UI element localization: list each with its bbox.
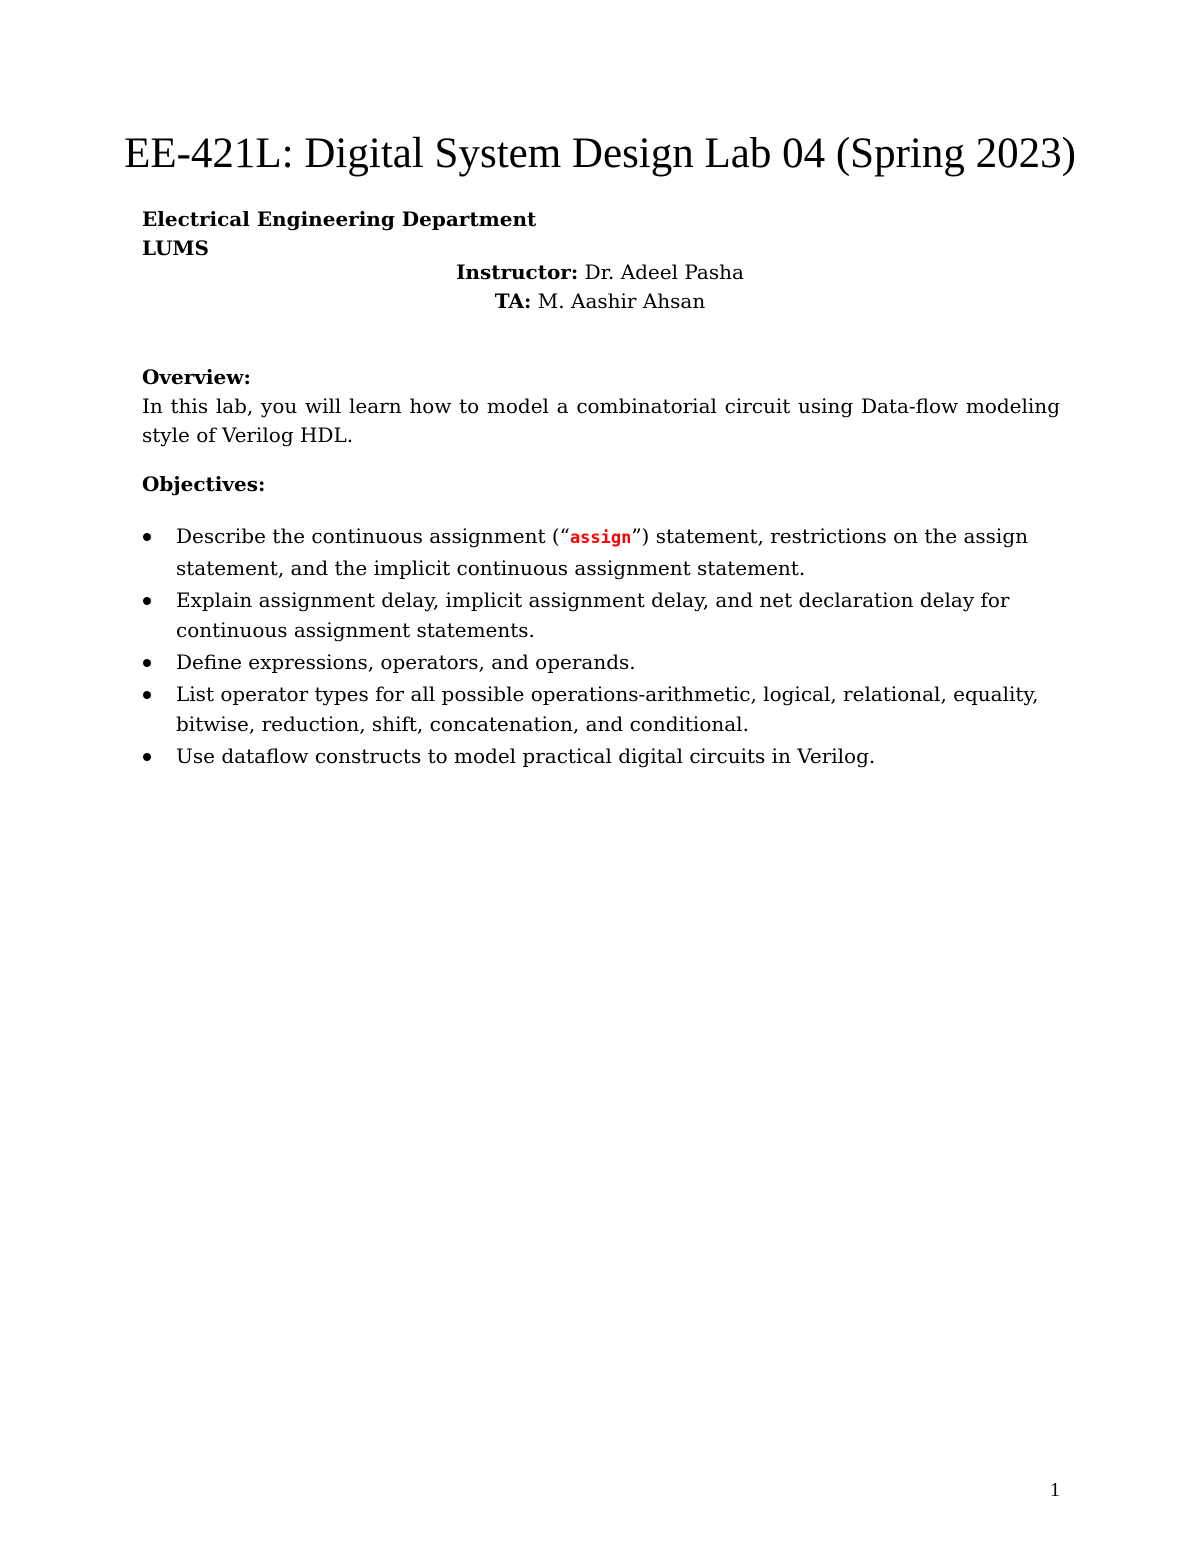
objective-item [142,647,1060,677]
bullet-icon [143,597,151,605]
objective-text-after: ”) statement, restrictions on the assign statement, and the implicit continuous assignment statement. [176,524,1028,580]
bullet-icon [143,753,151,761]
bullet-icon [143,691,151,699]
objective-item [142,585,1060,645]
objective-text: Use dataflow constructs to model practical digital circuits in Verilog. [176,744,876,768]
objective-text: Explain assignment delay, implicit assignment delay, and net declaration delay for continuous assignment statements. [176,588,1010,642]
ta-name: M. Aashir Ahsan [531,289,706,313]
objectives-section [142,470,1060,499]
instructor-name: Dr. Adeel Pasha [578,260,744,284]
overview-section [142,363,1060,450]
overview-heading: Overview: [142,365,251,389]
ta-label: TA: [494,289,532,313]
staff-block [0,258,1200,316]
objective-text: Define expressions, operators, and operands. [176,650,636,674]
university-name: LUMS [142,236,209,260]
overview-text: In this lab, you will learn how to model a combinatorial circuit using Data-flow modeling style of Verilog HDL. [142,394,1060,447]
bullet-icon [143,533,151,541]
objectives-heading: Objectives: [142,472,266,496]
instructor-line [0,258,1200,287]
objective-text: List operator types for all possible operations-arithmetic, logical, relational, equality, bitwise, reduction, shift, concatenation, and conditional. [176,682,1039,736]
department-name: Electrical Engineering Department [142,207,537,231]
bullet-icon [143,659,151,667]
objective-item [142,679,1060,739]
page-number: 1 [1050,1479,1060,1501]
document-title: EE-421L: Digital System Design Lab 04 (Spring 2023) [124,130,1076,177]
objective-item [142,741,1060,771]
assign-keyword: assign [569,528,632,548]
department-block [142,205,1060,263]
instructor-label: Instructor: [456,260,579,284]
objective-item [142,521,1060,583]
objective-text-before: Describe the continuous assignment (“ [176,524,570,548]
objectives-list [142,521,1060,773]
ta-line [0,287,1200,316]
